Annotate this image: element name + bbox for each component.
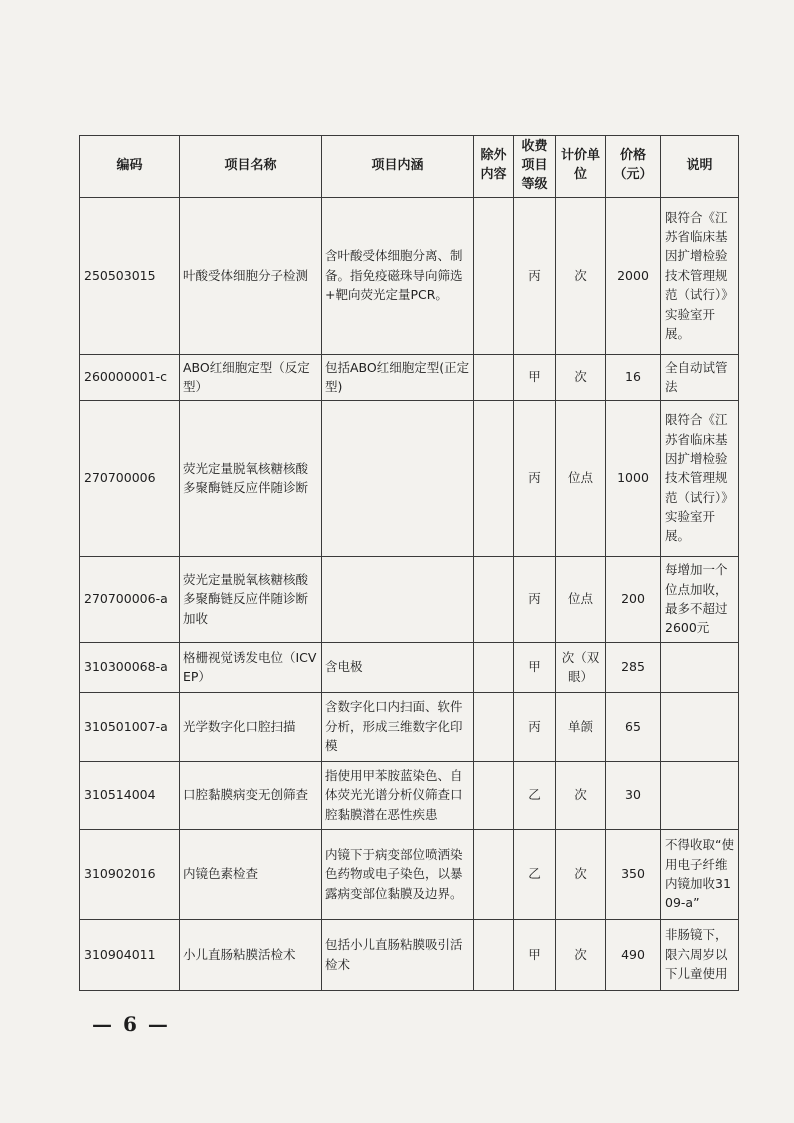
- header-price: 价格（元）: [606, 136, 661, 198]
- header-note: 说明: [661, 136, 739, 198]
- cell-name: 荧光定量脱氧核糖核酸多聚酶链反应伴随诊断加收: [180, 556, 322, 642]
- cell-exclude: [474, 829, 514, 919]
- cell-unit: 单颌: [556, 692, 606, 761]
- cell-code: 310514004: [80, 761, 180, 829]
- cell-code: 270700006: [80, 400, 180, 556]
- cell-code: 310902016: [80, 829, 180, 919]
- cell-name: 叶酸受体细胞分子检测: [180, 197, 322, 354]
- cell-content: 内镜下于病变部位喷洒染色药物或电子染色，以暴露病变部位黏膜及边界。: [322, 829, 474, 919]
- cell-content: [322, 400, 474, 556]
- cell-grade: 乙: [514, 829, 556, 919]
- table-row: [80, 919, 739, 990]
- cell-code: 270700006-a: [80, 556, 180, 642]
- cell-content: 含叶酸受体细胞分离、制备。指免疫磁珠导向筛选+靶向荧光定量PCR。: [322, 197, 474, 354]
- cell-price: 16: [606, 354, 661, 400]
- header-grade: 收费项目等级: [514, 136, 556, 198]
- cell-content: 包括小儿直肠粘膜吸引活检术: [322, 919, 474, 990]
- cell-content: [322, 556, 474, 642]
- cell-grade: 乙: [514, 761, 556, 829]
- cell-price: 1000: [606, 400, 661, 556]
- cell-exclude: [474, 642, 514, 692]
- cell-note: [661, 642, 739, 692]
- cell-grade: 甲: [514, 919, 556, 990]
- cell-grade: 丙: [514, 692, 556, 761]
- cell-unit: 位点: [556, 556, 606, 642]
- cell-exclude: [474, 692, 514, 761]
- cell-grade: 甲: [514, 642, 556, 692]
- table-row: [80, 829, 739, 919]
- cell-price: 2000: [606, 197, 661, 354]
- header-exclude: 除外内容: [474, 136, 514, 198]
- cell-unit: 次: [556, 829, 606, 919]
- cell-content: 含电极: [322, 642, 474, 692]
- table-row: [80, 400, 739, 556]
- cell-grade: 丙: [514, 556, 556, 642]
- cell-unit: 次: [556, 761, 606, 829]
- fee-table: [79, 135, 739, 991]
- cell-name: 小儿直肠粘膜活检术: [180, 919, 322, 990]
- cell-grade: 丙: [514, 197, 556, 354]
- cell-price: 65: [606, 692, 661, 761]
- cell-price: 490: [606, 919, 661, 990]
- page-number: — 6 —: [92, 1012, 170, 1036]
- table-row: [80, 692, 739, 761]
- header-name: 项目名称: [180, 136, 322, 198]
- header-unit: 计价单位: [556, 136, 606, 198]
- cell-unit: 位点: [556, 400, 606, 556]
- cell-unit: 次: [556, 354, 606, 400]
- cell-note: 非肠镜下，限六周岁以下儿童使用: [661, 919, 739, 990]
- cell-note: [661, 761, 739, 829]
- cell-note: 不得收取“使用电子纤维内镜加收3109-a”: [661, 829, 739, 919]
- cell-exclude: [474, 556, 514, 642]
- cell-unit: 次: [556, 919, 606, 990]
- cell-note: 限符合《江苏省临床基因扩增检验技术管理规范（试行）》实验室开展。: [661, 400, 739, 556]
- header-content: 项目内涵: [322, 136, 474, 198]
- cell-name: 光学数字化口腔扫描: [180, 692, 322, 761]
- cell-exclude: [474, 919, 514, 990]
- cell-unit: 次（双眼）: [556, 642, 606, 692]
- table-row: [80, 642, 739, 692]
- cell-unit: 次: [556, 197, 606, 354]
- cell-grade: 丙: [514, 400, 556, 556]
- cell-code: 310904011: [80, 919, 180, 990]
- table-row: [80, 761, 739, 829]
- cell-content: 包括ABO红细胞定型(正定型): [322, 354, 474, 400]
- cell-code: 310300068-a: [80, 642, 180, 692]
- table-row: [80, 197, 739, 354]
- cell-exclude: [474, 354, 514, 400]
- cell-grade: 甲: [514, 354, 556, 400]
- header-code: 编码: [80, 136, 180, 198]
- cell-price: 350: [606, 829, 661, 919]
- cell-note: 每增加一个位点加收，最多不超过2600元: [661, 556, 739, 642]
- cell-note: 全自动试管法: [661, 354, 739, 400]
- cell-content: 含数字化口内扫面、软件分析，形成三维数字化印模: [322, 692, 474, 761]
- cell-code: 310501007-a: [80, 692, 180, 761]
- cell-name: ABO红细胞定型（反定型）: [180, 354, 322, 400]
- cell-name: 内镜色素检查: [180, 829, 322, 919]
- table-header-row: [80, 136, 739, 198]
- table-row: [80, 354, 739, 400]
- cell-name: 荧光定量脱氧核糖核酸多聚酶链反应伴随诊断: [180, 400, 322, 556]
- cell-name: 格栅视觉诱发电位（ICVEP）: [180, 642, 322, 692]
- cell-note: 限符合《江苏省临床基因扩增检验技术管理规范（试行）》实验室开展。: [661, 197, 739, 354]
- cell-code: 260000001-c: [80, 354, 180, 400]
- cell-exclude: [474, 761, 514, 829]
- cell-price: 285: [606, 642, 661, 692]
- cell-price: 30: [606, 761, 661, 829]
- cell-exclude: [474, 400, 514, 556]
- cell-exclude: [474, 197, 514, 354]
- cell-note: [661, 692, 739, 761]
- table-row: [80, 556, 739, 642]
- cell-price: 200: [606, 556, 661, 642]
- cell-code: 250503015: [80, 197, 180, 354]
- cell-name: 口腔黏膜病变无创筛查: [180, 761, 322, 829]
- cell-content: 指使用甲苯胺蓝染色、自体荧光光谱分析仪筛查口腔黏膜潜在恶性疾患: [322, 761, 474, 829]
